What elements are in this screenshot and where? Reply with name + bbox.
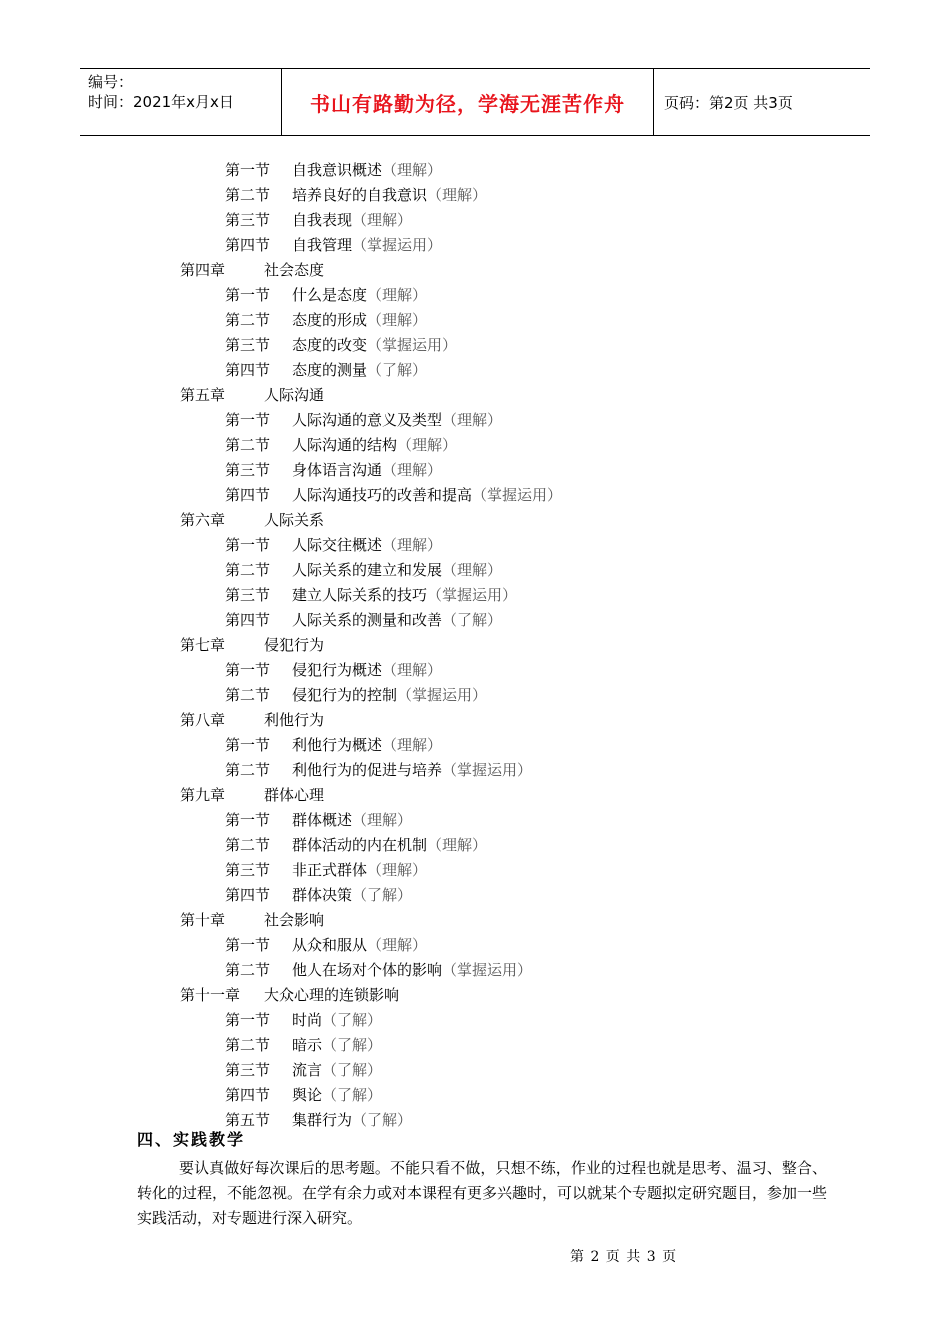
section-number: 第二节 — [225, 761, 271, 779]
document-time-label: 时间：2021年x月x日 — [88, 93, 234, 111]
requirement-level: （掌握运用） — [442, 761, 533, 779]
section-number: 第二节 — [225, 311, 271, 329]
section-number: 第一节 — [225, 411, 271, 429]
chapter-title: 大众心理的连锁影响 — [264, 986, 400, 1004]
section-item — [0, 808, 950, 833]
requirement-level: （掌握运用） — [427, 586, 518, 604]
section-title: 侵犯行为的控制 — [292, 686, 398, 704]
header-motto: 书山有路勤为径，学海无涯苦作舟 — [282, 69, 654, 135]
section-number: 第一节 — [225, 736, 271, 754]
section-number: 第一节 — [225, 661, 271, 679]
section-number: 第一节 — [225, 286, 271, 304]
section-number: 第二节 — [225, 961, 271, 979]
section-item — [0, 658, 950, 683]
section-item — [0, 308, 950, 333]
section-number: 第三节 — [225, 586, 271, 604]
section-number: 第五节 — [225, 1111, 271, 1129]
section-title: 利他行为概述 — [292, 736, 383, 754]
section-number: 第一节 — [225, 536, 271, 554]
section-title: 自我管理 — [292, 236, 353, 254]
section-number: 第三节 — [225, 211, 271, 229]
section-item — [0, 758, 950, 783]
chapter-number: 第十一章 — [180, 986, 241, 1004]
requirement-level: （理解） — [382, 461, 443, 479]
section-title: 流言 — [292, 1061, 323, 1079]
chapter-heading — [0, 383, 950, 408]
section-item — [0, 158, 950, 183]
header-meta — [80, 69, 282, 135]
section-item — [0, 583, 950, 608]
section-number: 第一节 — [225, 161, 271, 179]
page-footer: 第 2 页 共 3 页 — [570, 1249, 678, 1265]
document-number-label: 编号： — [88, 73, 134, 91]
section-title: 暗示 — [292, 1036, 323, 1054]
chapter-title: 群体心理 — [264, 786, 325, 804]
section-item — [0, 1083, 950, 1108]
page-header — [80, 68, 870, 136]
section-title: 身体语言沟通 — [292, 461, 383, 479]
section-item — [0, 558, 950, 583]
requirement-level: （理解） — [427, 836, 488, 854]
requirement-level: （理解） — [427, 186, 488, 204]
section-item — [0, 533, 950, 558]
requirement-level: （理解） — [367, 861, 428, 879]
section-title: 态度的改变 — [292, 336, 368, 354]
chapter-number: 第四章 — [180, 261, 226, 279]
requirement-level: （了解） — [352, 1111, 413, 1129]
section-item — [0, 858, 950, 883]
section-number: 第一节 — [225, 1011, 271, 1029]
section-title: 培养良好的自我意识 — [292, 186, 428, 204]
chapter-heading — [0, 258, 950, 283]
section-number: 第三节 — [225, 1061, 271, 1079]
requirement-level: （理解） — [442, 411, 503, 429]
requirement-level: （理解） — [367, 286, 428, 304]
requirement-level: （理解） — [397, 436, 458, 454]
requirement-level: （理解） — [367, 311, 428, 329]
section-number: 第二节 — [225, 686, 271, 704]
requirement-level: （掌握运用） — [397, 686, 488, 704]
requirement-level: （了解） — [442, 611, 503, 629]
section-item — [0, 608, 950, 633]
section-title: 集群行为 — [292, 1111, 353, 1129]
section-item — [0, 358, 950, 383]
chapter-heading — [0, 708, 950, 733]
chapter-title: 人际关系 — [264, 511, 325, 529]
section-title: 他人在场对个体的影响 — [292, 961, 443, 979]
section-item — [0, 1058, 950, 1083]
section-item — [0, 958, 950, 983]
section-item — [0, 433, 950, 458]
section-item — [0, 483, 950, 508]
section-number: 第三节 — [225, 461, 271, 479]
section-title: 人际沟通的结构 — [292, 436, 398, 454]
section-number: 第四节 — [225, 611, 271, 629]
section-number: 第四节 — [225, 236, 271, 254]
requirement-level: （了解） — [367, 361, 428, 379]
requirement-level: （理解） — [382, 736, 443, 754]
section-number: 第三节 — [225, 861, 271, 879]
section-item — [0, 333, 950, 358]
requirement-level: （理解） — [442, 561, 503, 579]
chapter-number: 第五章 — [180, 386, 226, 404]
chapter-number: 第七章 — [180, 636, 226, 654]
section-title: 侵犯行为概述 — [292, 661, 383, 679]
chapter-number: 第八章 — [180, 711, 226, 729]
section-title: 态度的测量 — [292, 361, 368, 379]
chapter-title: 侵犯行为 — [264, 636, 325, 654]
section-item — [0, 733, 950, 758]
section-number: 第一节 — [225, 936, 271, 954]
section-number: 第二节 — [225, 1036, 271, 1054]
chapter-heading — [0, 908, 950, 933]
requirement-level: （了解） — [322, 1086, 383, 1104]
section-number: 第二节 — [225, 836, 271, 854]
section-title: 人际关系的建立和发展 — [292, 561, 443, 579]
section-title: 什么是态度 — [292, 286, 368, 304]
requirement-level: （掌握运用） — [352, 236, 443, 254]
section-item — [0, 933, 950, 958]
section-title: 人际交往概述 — [292, 536, 383, 554]
section-title: 态度的形成 — [292, 311, 368, 329]
section-number: 第二节 — [225, 436, 271, 454]
section-item — [0, 233, 950, 258]
section-title: 群体决策 — [292, 886, 353, 904]
section-number: 第四节 — [225, 1086, 271, 1104]
section-title: 非正式群体 — [292, 861, 368, 879]
section-number: 第四节 — [225, 361, 271, 379]
chapter-heading — [0, 983, 950, 1008]
section-number: 第一节 — [225, 811, 271, 829]
chapter-title: 利他行为 — [264, 711, 325, 729]
requirement-level: （掌握运用） — [442, 961, 533, 979]
section-item — [0, 833, 950, 858]
table-of-contents — [0, 158, 950, 1133]
section-number: 第二节 — [225, 561, 271, 579]
chapter-heading — [0, 783, 950, 808]
practice-paragraph: 要认真做好每次课后的思考题。不能只看不做，只想不练，作业的过程也就是思考、温习、整合、转化的过程，不能忽视。在学有余力或对本课程有更多兴趣时，可以就某个专题拟定研究题目，参加一些实践活动，对专题进行深入研究。 — [137, 1159, 828, 1227]
section-item — [0, 458, 950, 483]
chapter-number: 第六章 — [180, 511, 226, 529]
section-number: 第三节 — [225, 336, 271, 354]
requirement-level: （理解） — [352, 811, 413, 829]
section-title: 从众和服从 — [292, 936, 368, 954]
requirement-level: （理解） — [382, 161, 443, 179]
section-number: 第四节 — [225, 486, 271, 504]
section-title: 利他行为的促进与培养 — [292, 761, 443, 779]
requirement-level: （理解） — [352, 211, 413, 229]
section-title: 人际沟通技巧的改善和提高 — [292, 486, 473, 504]
header-page-info: 页码：第2页 共3页 — [664, 93, 793, 112]
chapter-number: 第十章 — [180, 911, 226, 929]
requirement-level: （了解） — [322, 1061, 383, 1079]
section-title: 自我意识概述 — [292, 161, 383, 179]
practice-heading: 四、实践教学 — [137, 1130, 246, 1149]
section-item — [0, 408, 950, 433]
requirement-level: （了解） — [322, 1011, 383, 1029]
section-item — [0, 683, 950, 708]
chapter-title: 社会影响 — [264, 911, 325, 929]
section-number: 第二节 — [225, 186, 271, 204]
chapter-number: 第九章 — [180, 786, 226, 804]
section-number: 第四节 — [225, 886, 271, 904]
section-item — [0, 283, 950, 308]
section-title: 时尚 — [292, 1011, 323, 1029]
requirement-level: （理解） — [367, 936, 428, 954]
section-item — [0, 1008, 950, 1033]
section-title: 人际关系的测量和改善 — [292, 611, 443, 629]
requirement-level: （理解） — [382, 661, 443, 679]
requirement-level: （掌握运用） — [472, 486, 563, 504]
section-item — [0, 208, 950, 233]
section-title: 建立人际关系的技巧 — [292, 586, 428, 604]
section-title: 群体概述 — [292, 811, 353, 829]
section-title: 舆论 — [292, 1086, 323, 1104]
requirement-level: （了解） — [322, 1036, 383, 1054]
requirement-level: （理解） — [382, 536, 443, 554]
section-title: 群体活动的内在机制 — [292, 836, 428, 854]
section-item — [0, 183, 950, 208]
section-item — [0, 883, 950, 908]
chapter-title: 人际沟通 — [264, 386, 325, 404]
chapter-heading — [0, 633, 950, 658]
section-title: 自我表现 — [292, 211, 353, 229]
chapter-title: 社会态度 — [264, 261, 325, 279]
requirement-level: （了解） — [352, 886, 413, 904]
section-title: 人际沟通的意义及类型 — [292, 411, 443, 429]
section-item — [0, 1033, 950, 1058]
chapter-heading — [0, 508, 950, 533]
requirement-level: （掌握运用） — [367, 336, 458, 354]
